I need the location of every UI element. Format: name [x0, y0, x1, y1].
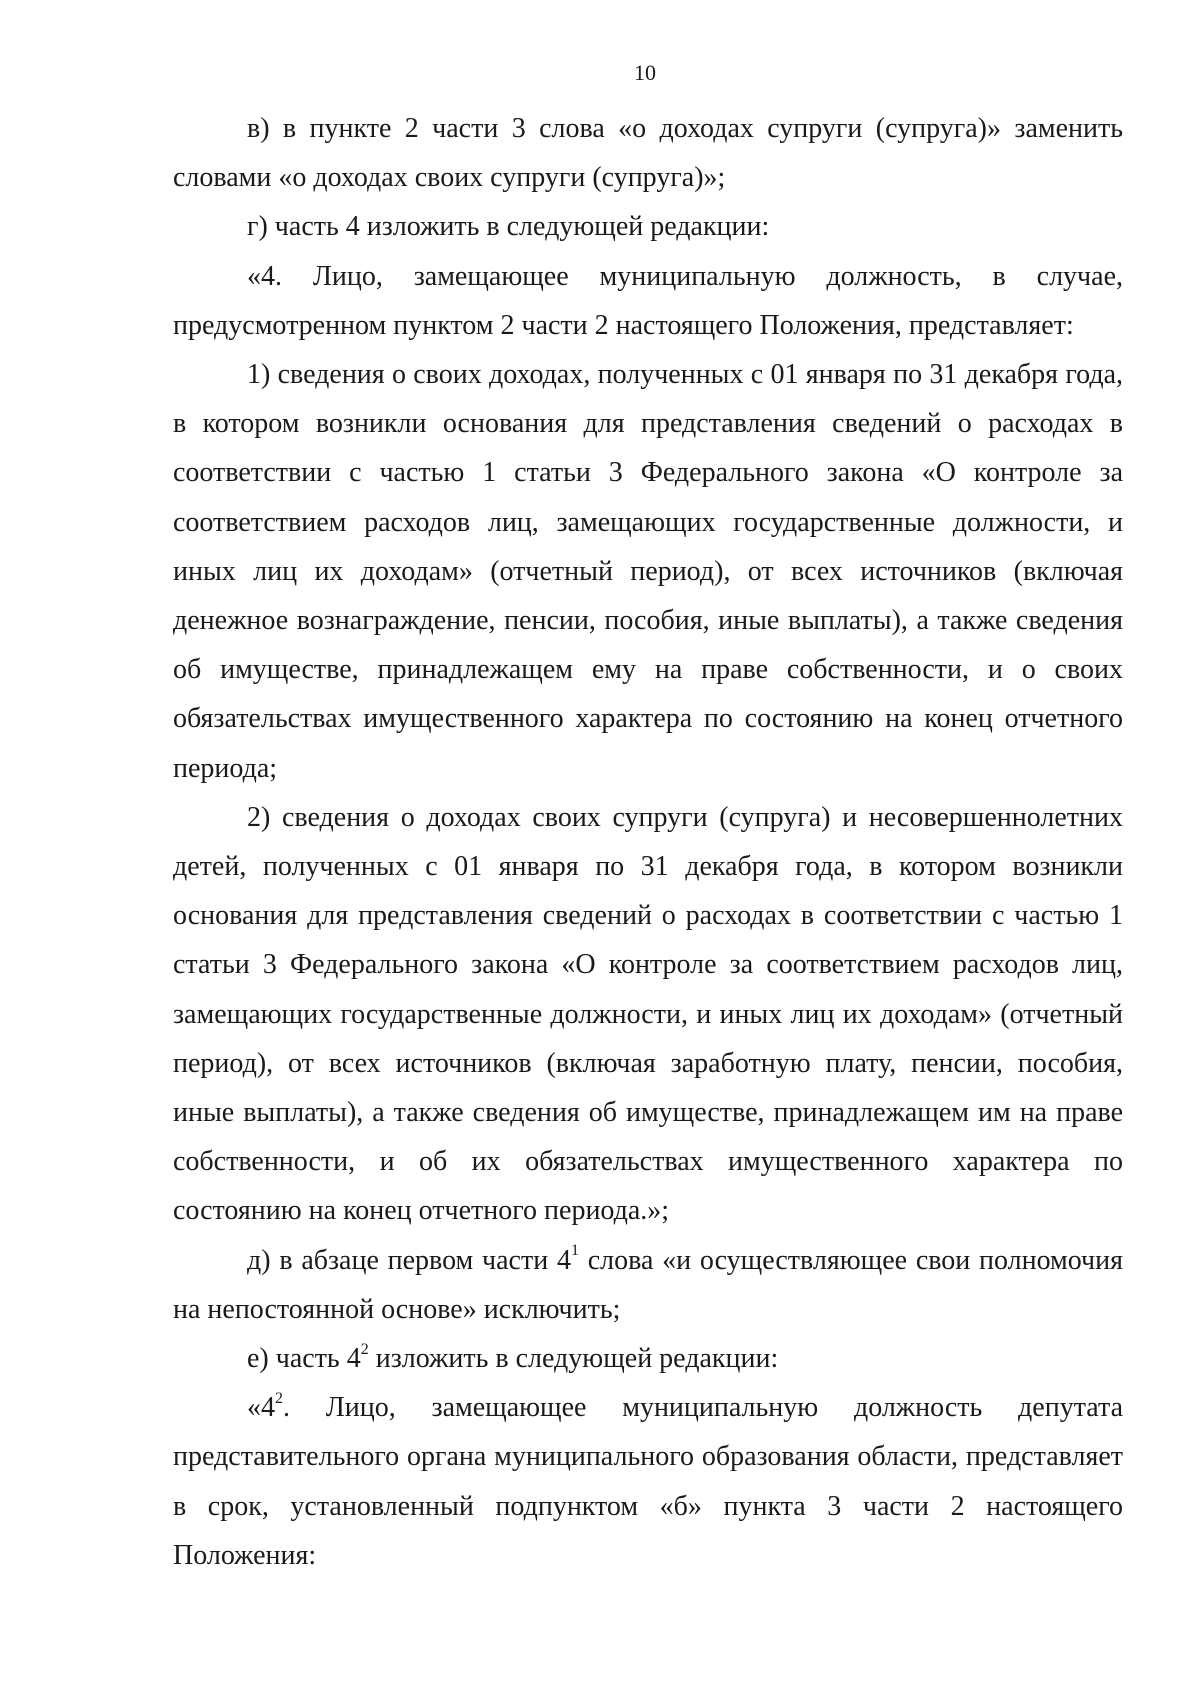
paragraph-amendment-v: в) в пункте 2 части 3 слова «о доходах супруги (супруга)» заменить словами «о доходах своих супруги (супруга)»;	[173, 113, 1123, 194]
paragraph-part-4-2-text-after: . Лицо, замещающее муниципальную должность депутата представительного органа муниципального образования области, представляет в срок, установленный подпунктом «б» пункта 3 части 2 настоящего Положения:	[173, 1392, 1123, 1571]
paragraph-amendment-d-text-after: слова «и осуществляющее свои полномочия на непостоянной основе» исключить;	[173, 1244, 1124, 1325]
superscript-index: 2	[360, 1340, 369, 1358]
paragraph-item-1: 1) сведения о своих доходах, полученных с 01 января по 31 декабря года, в котором возникли основания для представления сведений о расходах в соответствии с частью 1 статьи 3 Федерального закона «О контроле за соответствием расходов лиц, замещающих государственные должности, и иных лиц их доходам» (отчетный период), от всех источников (включая денежное вознаграждение, пенсии, пособия, иные выплаты), а также сведения об имуществе, принадлежащем ему на праве собственности, и о своих обязательствах имущественного характера по состоянию на конец отчетного периода;	[173, 359, 1123, 784]
document-body	[173, 104, 1123, 1580]
paragraph-amendment-e-text-after: изложить в следующей редакции:	[368, 1343, 779, 1375]
paragraph-part-4: «4. Лицо, замещающее муниципальную должность, в случае, предусмотренном пунктом 2 части 2 настоящего Положения, представляет:	[173, 260, 1123, 341]
paragraph-item-2: 2) сведения о доходах своих супруги (супруга) и несовершеннолетних детей, полученных с 01 января по 31 декабря года, в котором возникли основания для представления сведений о расходах в соответствии с частью 1 статьи 3 Федерального закона «О контроле за соответствием расходов лиц, замещающих государственные должности, и иных лиц их доходам» (отчетный период), от всех источников (включая заработную плату, пенсии, пособия, иные выплаты), а также сведения об имуществе, принадлежащем им на праве собственности, и об их обязательствах имущественного характера по состоянию на конец отчетного периода.»;	[173, 801, 1123, 1227]
paragraph-amendment-d-text-before: д) в абзаце первом части 4	[247, 1244, 571, 1276]
paragraph-amendment-d	[173, 1236, 1123, 1334]
paragraph-amendment-e-text-before: е) часть 4	[247, 1343, 361, 1375]
superscript-index: 1	[570, 1242, 579, 1260]
paragraph-part-4-2	[173, 1383, 1123, 1580]
paragraph-amendment-g: г) часть 4 изложить в следующей редакции:	[247, 211, 770, 243]
paragraph-amendment-e	[173, 1334, 1123, 1383]
page-number: 10	[634, 60, 656, 85]
superscript-index: 2	[275, 1389, 283, 1407]
paragraph-part-4-2-text-before: «4	[247, 1392, 275, 1424]
